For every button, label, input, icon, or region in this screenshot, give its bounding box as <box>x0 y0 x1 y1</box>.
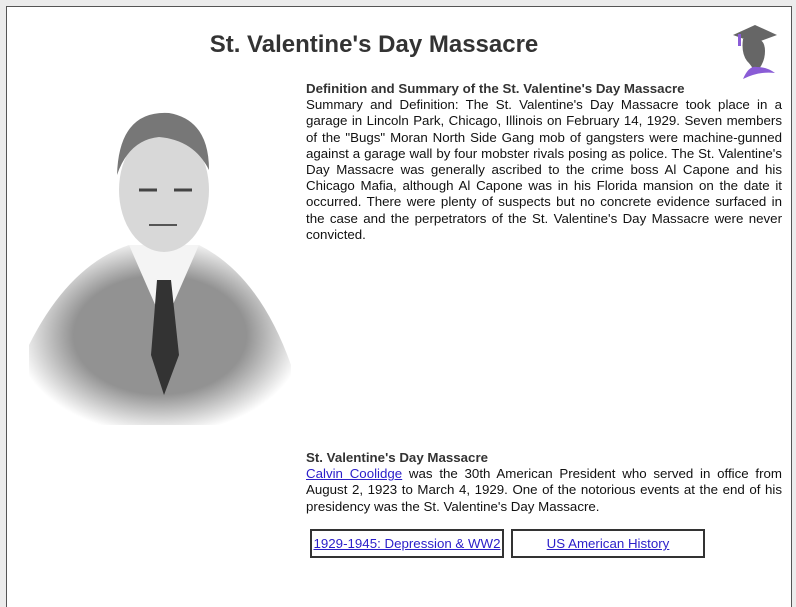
calvin-coolidge-portrait <box>29 95 291 425</box>
president-body <box>306 466 782 515</box>
definition-section <box>306 81 782 243</box>
definition-body: Summary and Definition: The St. Valentine's Day Massacre took place in a garage in Lincoln Park, Chicago, Illinois on February 14, 1929. Seven members of the "Bugs" Moran North Side Gang mob of gangsters were machine-gunned against a garage wall by four mobster rivals posing as police. The St. Valentine's Day Massacre was generally ascribed to the crime boss Al Capone and his Chicago Mafia, although Al Capone was in his Florida mansion on the date it occurred. There were plenty of suspects but no concrete evidence surfaced in the case and the perpetrators of the St. Valentine's Day Massacre were never convicted. <box>306 97 782 242</box>
us-american-history-button[interactable] <box>511 529 705 558</box>
page-title: St. Valentine's Day Massacre <box>209 31 539 58</box>
president-body-text: was the 30th American President who served in office from August 2, 1923 to March 4, 1929. One of the notorious events at the end of his presidency was the St. Valentine's Day Massacre. <box>306 466 782 514</box>
us-american-history-link[interactable]: US American History <box>546 536 670 551</box>
president-section <box>306 450 782 515</box>
definition-heading: Definition and Summary of the St. Valentine's Day Massacre <box>306 81 685 96</box>
president-heading: St. Valentine's Day Massacre <box>306 450 489 465</box>
depression-ww2-button[interactable] <box>310 529 504 558</box>
calvin-coolidge-link[interactable]: Calvin Coolidge <box>306 466 403 482</box>
nav-buttons <box>310 529 705 558</box>
page-frame <box>6 6 792 607</box>
graduate-logo-icon <box>729 21 781 81</box>
depression-ww2-link[interactable]: 1929-1945: Depression & WW2 <box>313 536 501 551</box>
